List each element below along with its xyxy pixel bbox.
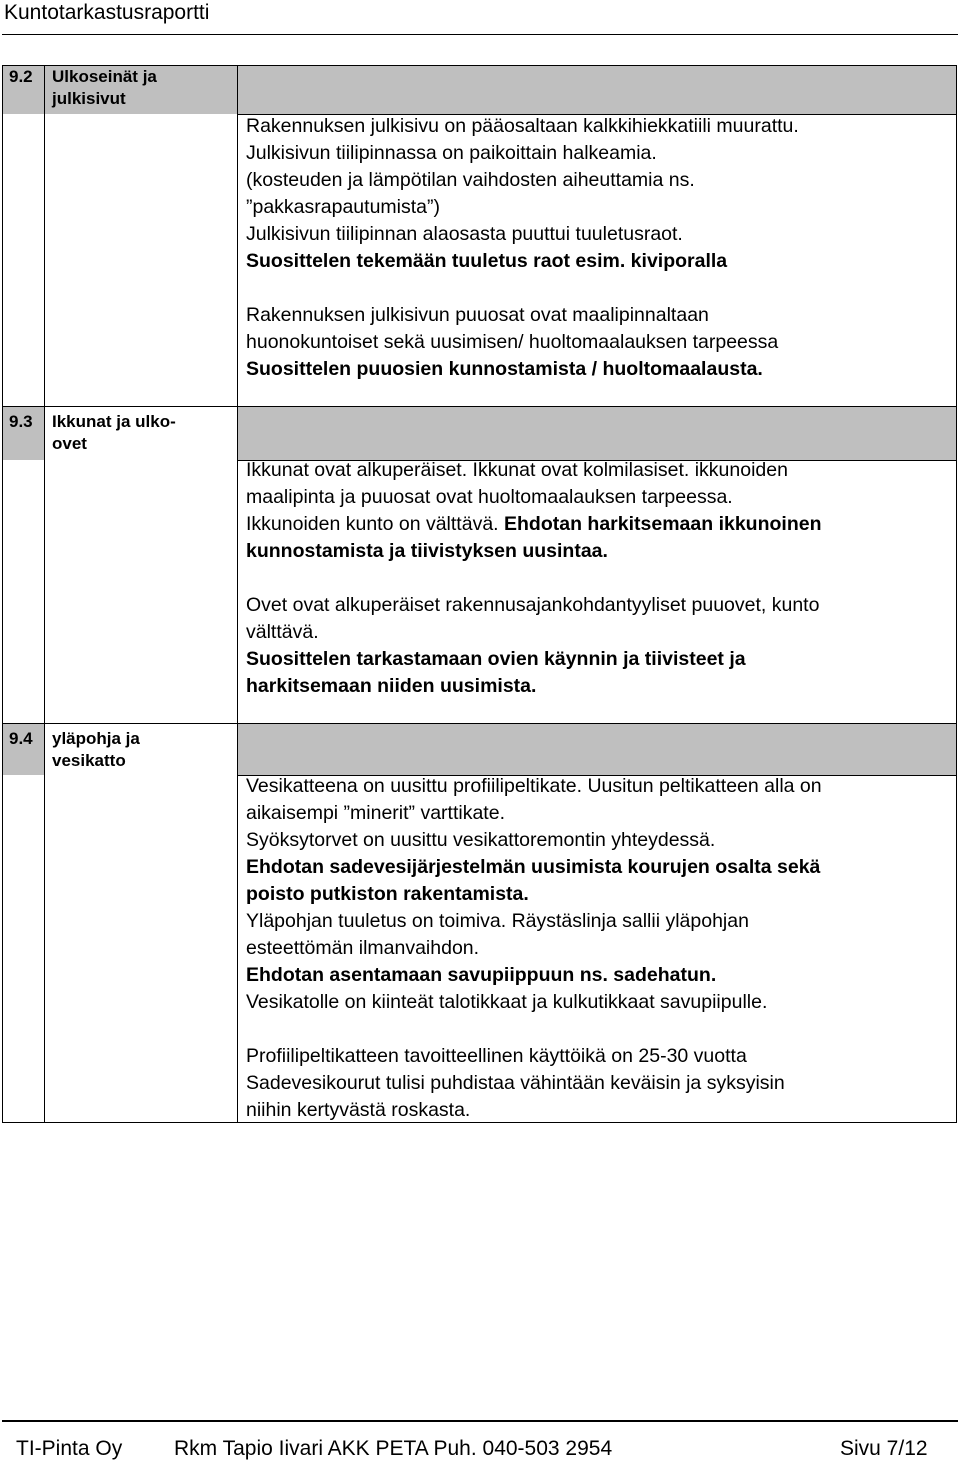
text-line: Syöksytorvet on uusittu vesikattoremontin yhteydessä. (246, 829, 716, 851)
text-line: Ovet ovat alkuperäiset rakennusajankohdantyyliset puuovet, kunto (246, 594, 820, 616)
section-content (246, 457, 946, 700)
section-number: 9.4 (9, 729, 33, 748)
text-line: Vesikatteena on uusittu profiilipeltikate. Uusitun peltikatteen alla on (246, 775, 822, 797)
section-number: 9.2 (9, 67, 33, 86)
text-line: aikaisempi ”minerit” varttikate. (246, 802, 505, 824)
section-content (246, 773, 946, 1124)
section-9-3-content-band (238, 406, 956, 460)
footer-company: TI-Pinta Oy (16, 1437, 123, 1460)
text-line: ”pakkasrapautumista”) (246, 196, 440, 218)
row-divider (3, 406, 956, 407)
text-line: Yläpohjan tuuletus on toimiva. Räystäslinja sallii yläpohjan (246, 910, 749, 932)
recommendation-line: Suosittelen tekemään tuuletus raot esim. kiviporalla (246, 250, 728, 272)
section-label-line: Ulkoseinät ja (52, 67, 157, 86)
text-line: esteettömän ilmanvaihdon. (246, 937, 480, 959)
section-label-line: yläpohja ja (52, 729, 140, 748)
section-9-2-content-band (238, 66, 956, 114)
paragraph-gap (246, 1016, 946, 1043)
recommendation-line: kunnostamista ja tiivistyksen uusintaa. (246, 540, 608, 562)
footer-contact: Rkm Tapio Iivari AKK PETA Puh. 040-503 2954 (174, 1437, 613, 1460)
text-line: (kosteuden ja lämpötilan vaihdosten aiheuttamia ns. (246, 169, 695, 191)
recommendation-line: Ehdotan asentamaan savupiippuun ns. sadehatun. (246, 964, 717, 986)
text-line: huonokuntoiset sekä uusimisen/ huoltomaalauksen tarpeessa (246, 331, 779, 353)
section-content (246, 113, 946, 383)
recommendation-line: Suosittelen puuosien kunnostamista / huoltomaalausta. (246, 358, 763, 380)
column-divider-label (237, 66, 238, 1122)
text-line: maalipinta ja puuosat ovat huoltomaalauksen tarpeessa. (246, 486, 733, 508)
recommendation-segment: Ehdotan harkitsemaan ikkunoinen (504, 513, 822, 535)
text-line: Rakennuksen julkisivu on pääosaltaan kalkkihiekkatiili muurattu. (246, 115, 799, 137)
section-label-line: julkisivut (52, 89, 126, 108)
footer-page-number: Sivu 7/12 (840, 1437, 928, 1460)
column-divider-number (44, 66, 45, 1122)
text-line: Vesikatolle on kiinteät talotikkaat ja kulkutikkaat savupiipulle. (246, 991, 768, 1013)
text-segment: Ikkunoiden kunto on välttävä. (246, 513, 505, 535)
text-line: Julkisivun tiilipinnan alaosasta puuttui tuuletusraot. (246, 223, 683, 245)
text-line: Profiilipeltikatteen tavoitteellinen käyttöikä on 25-30 vuotta (246, 1045, 747, 1067)
text-line: Julkisivun tiilipinnassa on paikoittain halkeamia. (246, 142, 657, 164)
text-line: Rakennuksen julkisivun puuosat ovat maalipinnaltaan (246, 304, 709, 326)
section-label (52, 411, 232, 455)
section-9-4-content-band (238, 723, 956, 775)
recommendation-line: Ehdotan sadevesijärjestelmän uusimista kourujen osalta sekä (246, 856, 821, 878)
section-number: 9.3 (9, 412, 33, 431)
text-line: välttävä. (246, 621, 319, 643)
paragraph-gap (246, 565, 946, 592)
section-label-line: ovet (52, 434, 87, 453)
recommendation-line: harkitsemaan niiden uusimista. (246, 675, 537, 697)
report-title: Kuntotarkastusraportti (4, 1, 210, 24)
text-line: Sadevesikourut tulisi puhdistaa vähintään keväisin ja syksyisin (246, 1072, 785, 1094)
section-label (52, 728, 232, 772)
text-line: niihin kertyvästä roskasta. (246, 1099, 471, 1121)
footer-divider (2, 1420, 958, 1422)
section-label-line: vesikatto (52, 751, 126, 770)
row-divider (3, 723, 956, 724)
header-divider (2, 34, 958, 35)
text-line (246, 511, 946, 538)
recommendation-line: Suosittelen tarkastamaan ovien käynnin ja tiivisteet ja (246, 648, 746, 670)
recommendation-line: poisto putkiston rakentamista. (246, 883, 529, 905)
paragraph-gap (246, 275, 946, 302)
text-line: Ikkunat ovat alkuperäiset. Ikkunat ovat kolmilasiset. ikkunoiden (246, 459, 788, 481)
section-label (52, 66, 232, 110)
section-label-line: Ikkunat ja ulko- (52, 412, 176, 431)
